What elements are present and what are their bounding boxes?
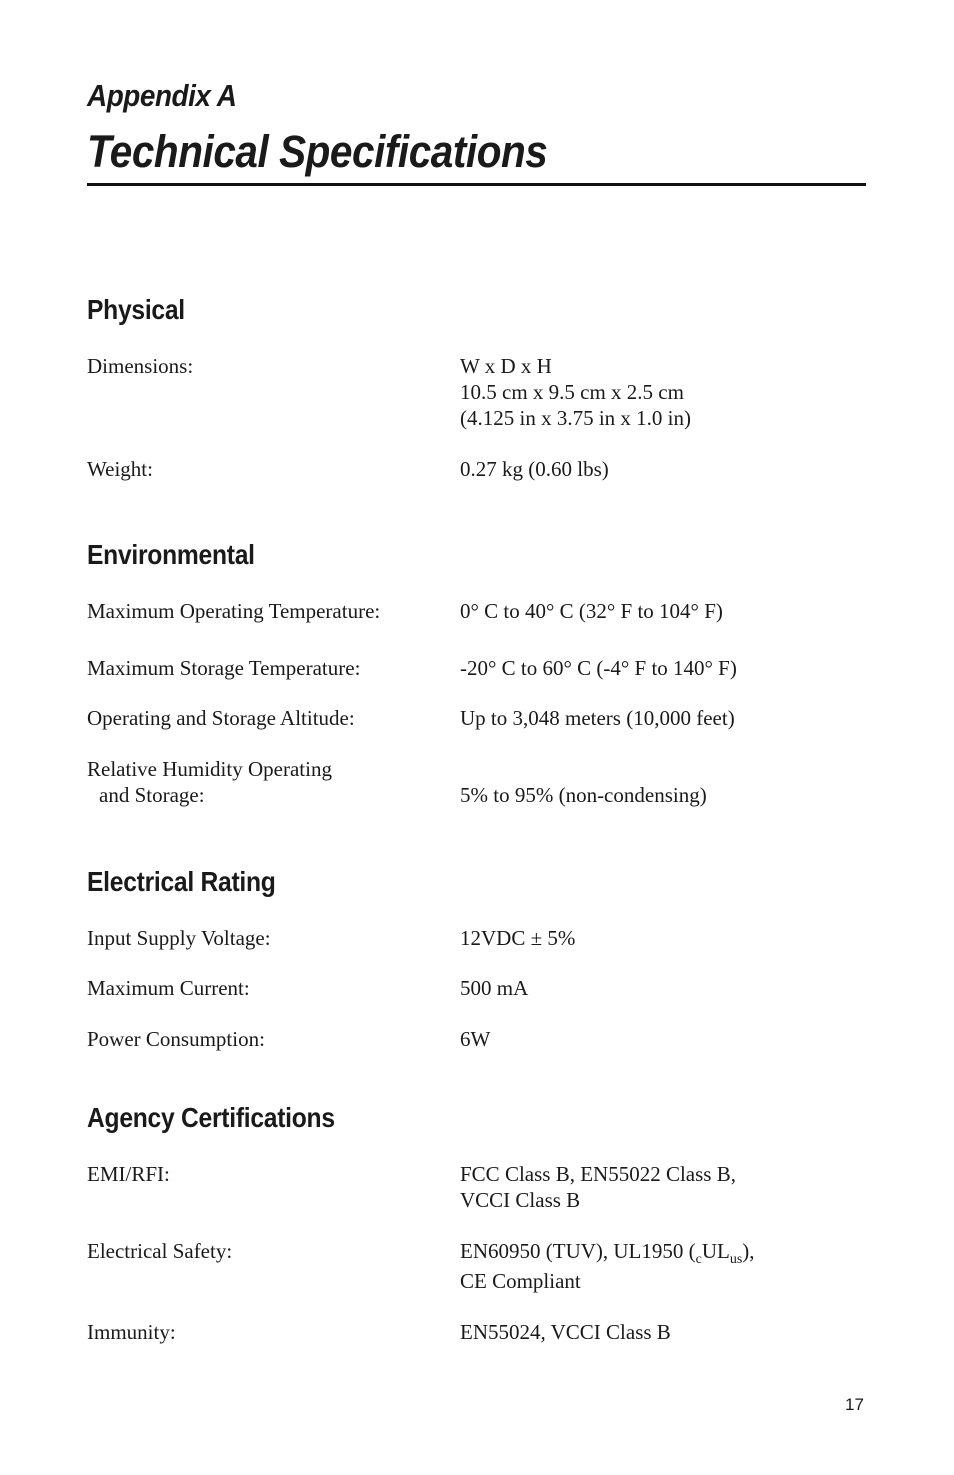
electrical-safety-line-1: [460, 1238, 755, 1265]
page-number: 17: [845, 1395, 864, 1414]
electrical-safety-line-2: CE Compliant: [460, 1269, 581, 1293]
safety-ul: UL: [701, 1239, 730, 1263]
safety-prefix: EN60950 (TUV), UL1950 (: [460, 1239, 696, 1263]
max-operating-temp-label: Maximum Operating Temperature:: [87, 599, 381, 623]
section-heading-electrical: Electrical Rating: [87, 866, 276, 897]
section-heading-environmental: Environmental: [87, 539, 255, 570]
page-title: Technical Specifications: [87, 126, 548, 177]
humidity-value: 5% to 95% (non-condensing): [460, 783, 707, 807]
altitude-value: Up to 3,048 meters (10,000 feet): [460, 706, 735, 730]
emi-rfi-label: EMI/RFI:: [87, 1162, 170, 1186]
humidity-label-line-2: and Storage:: [99, 783, 205, 807]
safety-subscript-us: us: [729, 1252, 743, 1267]
altitude-label: Operating and Storage Altitude:: [87, 706, 355, 730]
input-voltage-label: Input Supply Voltage:: [87, 926, 271, 950]
humidity-label-line-1: Relative Humidity Operating: [87, 757, 332, 781]
safety-suffix: ),: [742, 1239, 755, 1263]
dimensions-line-2: 10.5 cm x 9.5 cm x 2.5 cm: [460, 380, 684, 404]
electrical-safety-label: Electrical Safety:: [87, 1239, 233, 1263]
immunity-value: EN55024, VCCI Class B: [460, 1320, 671, 1344]
max-operating-temp-value: 0° C to 40° C (32° F to 104° F): [460, 599, 723, 623]
section-heading-agency: Agency Certifications: [87, 1102, 335, 1133]
power-consumption-label: Power Consumption:: [87, 1027, 265, 1051]
max-storage-temp-label: Maximum Storage Temperature:: [87, 656, 361, 680]
power-consumption-value: 6W: [460, 1027, 491, 1051]
max-current-value: 500 mA: [460, 976, 529, 1000]
title-rule: [87, 183, 866, 186]
emi-rfi-line-1: FCC Class B, EN55022 Class B,: [460, 1162, 736, 1186]
weight-label: Weight:: [87, 457, 153, 481]
dimensions-label: Dimensions:: [87, 354, 194, 378]
immunity-label: Immunity:: [87, 1320, 176, 1344]
max-storage-temp-value: -20° C to 60° C (-4° F to 140° F): [460, 656, 737, 680]
section-heading-physical: Physical: [87, 294, 185, 325]
dimensions-line-1: W x D x H: [460, 354, 552, 378]
emi-rfi-line-2: VCCI Class B: [460, 1188, 581, 1212]
appendix-label: Appendix A: [87, 78, 237, 113]
dimensions-line-3: (4.125 in x 3.75 in x 1.0 in): [460, 406, 691, 430]
max-current-label: Maximum Current:: [87, 976, 250, 1000]
safety-subscript-c: c: [695, 1252, 702, 1267]
weight-value: 0.27 kg (0.60 lbs): [460, 457, 609, 481]
input-voltage-value: 12VDC ± 5%: [460, 926, 576, 950]
